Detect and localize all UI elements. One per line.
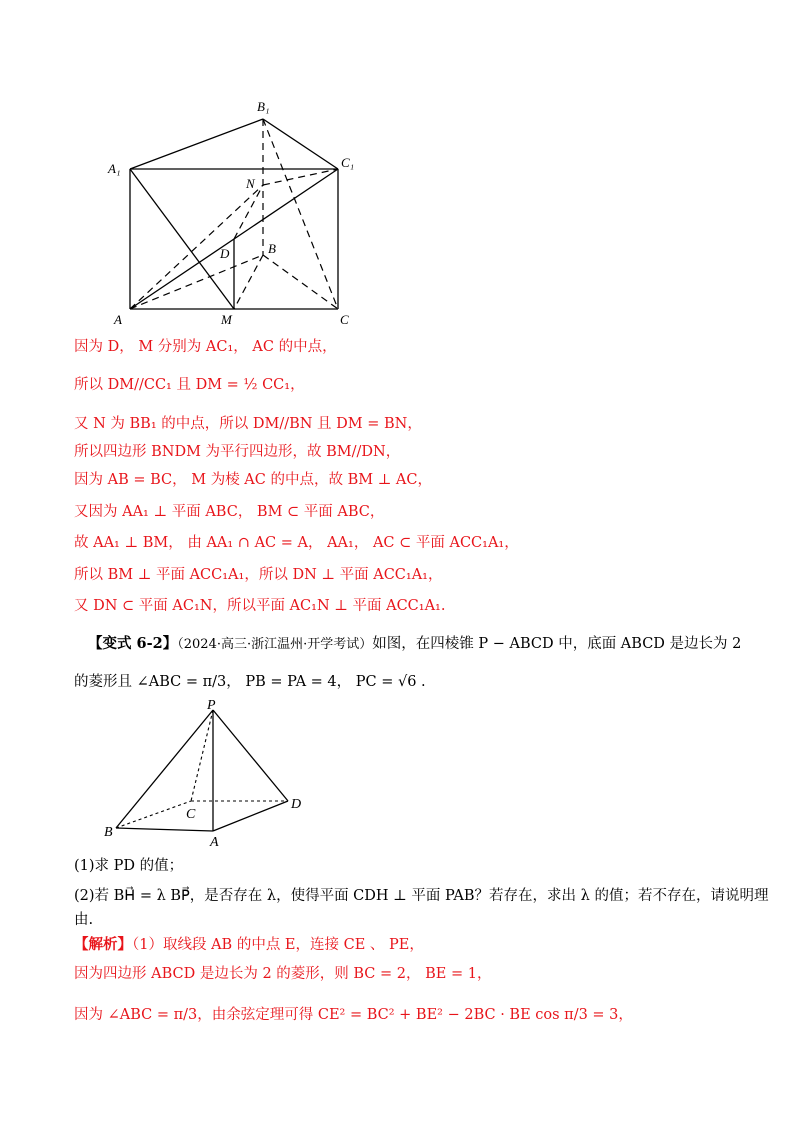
analysis-line-1	[74, 935, 424, 955]
question-1: (1)求 PD 的值；	[74, 858, 184, 874]
problem-source: （2024·高三·浙江温州·开学考试）	[177, 637, 373, 652]
edge-b-a	[116, 828, 213, 831]
analysis-line-2: 因为四边形 ABCD 是边长为 2 的菱形，则 BC = 2， BE = 1，	[74, 966, 492, 982]
label-C: C	[186, 807, 196, 822]
label-D: D	[291, 797, 302, 812]
edge-d-n	[234, 185, 263, 239]
solution-line-7: 故 AA₁ ⊥ BM， 由 AA₁ ∩ AC = A， AA₁， AC ⊂ 平面 ACC₁A₁，	[74, 535, 519, 551]
problem-line-2: 的菱形且 ∠ABC = π/3， PB = PA = 4， PC = √6 .	[74, 674, 426, 690]
solution-line-8: 所以 BM ⊥ 平面 ACC₁A₁，所以 DN ⊥ 平面 ACC₁A₁，	[74, 567, 443, 583]
solution-line-1: 因为 D， M 分别为 AC₁， AC 的中点，	[74, 339, 337, 355]
label-B: B	[268, 241, 276, 256]
edge-a-d	[213, 801, 288, 831]
label-A: A	[210, 835, 219, 850]
label-D: D	[220, 246, 230, 261]
edge-a-n	[130, 185, 263, 309]
edge-a1-m	[130, 169, 234, 309]
problem-line-1	[88, 634, 741, 655]
edge-b1-c	[263, 119, 338, 309]
edge-b-c	[263, 255, 338, 309]
edge-b1-c1	[263, 119, 338, 169]
label-P: P	[207, 698, 216, 713]
label-C: C	[340, 312, 349, 327]
edge-a-b	[130, 255, 263, 309]
prism-figure	[100, 90, 380, 330]
analysis-text-1: （1）取线段 AB 的中点 E，连接 CE 、 PE，	[132, 937, 424, 953]
edge-p-d	[213, 710, 288, 801]
solution-line-9: 又 DN ⊂ 平面 AC₁N，所以平面 AC₁N ⊥ 平面 ACC₁A₁.	[74, 598, 446, 614]
edge-a1-b1	[130, 119, 263, 169]
pyramid-figure	[100, 698, 320, 850]
question-2-end: 由.	[74, 912, 94, 928]
label-B1: B₁	[257, 99, 270, 114]
question-2: (2)若 BH⃗ = λ BP⃗，是否存在 λ，使得平面 CDH ⊥ 平面 PAB？若存在，求出 λ 的值；若不存在，请说明理	[74, 888, 769, 904]
label-C1: C₁	[341, 155, 355, 170]
solution-line-2: 所以 DM//CC₁ 且 DM = ½ CC₁，	[74, 377, 305, 393]
problem-tag: 【变式 6-2】	[88, 635, 178, 652]
analysis-tag: 【解析】	[74, 936, 132, 953]
solution-line-4: 所以四边形 BNDM 为平行四边形，故 BM//DN，	[74, 444, 401, 460]
label-B: B	[104, 825, 113, 840]
solution-line-3: 又 N 为 BB₁ 的中点，所以 DM//BN 且 DM = BN，	[74, 416, 422, 432]
label-A: A	[114, 312, 122, 327]
solution-line-6: 又因为 AA₁ ⊥ 平面 ABC， BM ⊂ 平面 ABC，	[74, 504, 385, 520]
label-A1: A₁	[108, 161, 121, 176]
edge-b-m	[234, 255, 263, 309]
analysis-line-3: 因为 ∠ABC = π/3，由余弦定理可得 CE² = BC² + BE² − 2BC · BE cos π/3 = 3，	[74, 1007, 633, 1023]
solution-line-5: 因为 AB = BC， M 为棱 AC 的中点，故 BM ⊥ AC，	[74, 472, 433, 488]
problem-text-1: 如图，在四棱锥 P − ABCD 中，底面 ABCD 是边长为 2	[372, 636, 742, 652]
label-N: N	[246, 176, 255, 191]
label-M: M	[221, 312, 232, 327]
